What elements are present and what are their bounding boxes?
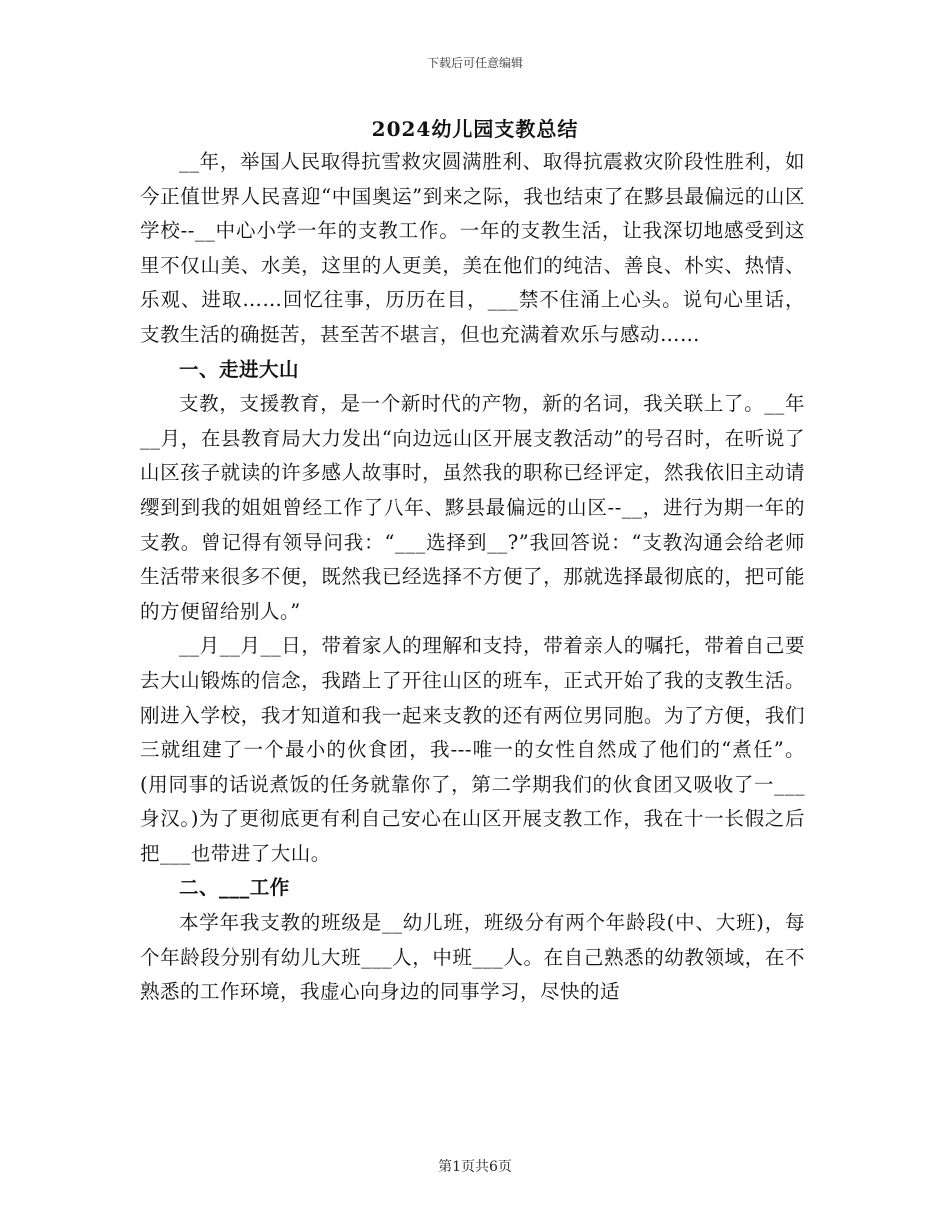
- paragraph: 本学年我支教的班级是__幼儿班，班级分有两个年龄段(中、大班)，每个年龄段分别有幼儿大班___人，中班___人。在自己熟悉的幼教领域，在不熟悉的工作环境，我虚心向身边的同事学习，尽快的适: [140, 911, 805, 1004]
- paragraph: __年，举国人民取得抗雪救灾圆满胜利、取得抗震救灾阶段性胜利，如今正值世界人民喜迎“中国奥运”到来之际，我也结束了在黟县最偏远的山区学校--__中心小学一年的支教工作。一年的支教生活，让我深切地感受到这里不仅山美、水美，这里的人更美，美在他们的纯洁、善良、朴实、热情、乐观、进取……回忆往事，历历在目，___禁不住涌上心头。说句心里话，支教生活的确挺苦，甚至苦不堪言，但也充满着欢乐与感动……: [140, 150, 805, 346]
- paragraph: __月__月__日，带着家人的理解和支持，带着亲人的嘱托，带着自己要去大山锻炼的信念，我踏上了开往山区的班车，正式开始了我的支教生活。刚进入学校，我才知道和我一起来支教的还有两位男同胞。为了方便，我们三就组建了一个最小的伙食团，我---唯一的女性自然成了他们的“煮任”。(用同事的话说煮饭的任务就靠你了，第二学期我们的伙食团又吸收了一___身汉。)为了更彻底更有利自己安心在山区开展支教工作，我在十一长假之后把___也带进了大山。: [140, 634, 805, 865]
- page-footer: 第1页共6页: [438, 1159, 512, 1175]
- section-heading: 二、___工作: [179, 876, 290, 900]
- header-note: 下载后可任意编辑: [426, 56, 523, 70]
- document-body: [140, 145, 805, 1010]
- paragraph: 支教，支援教育，是一个新时代的产物，新的名词，我关联上了。__年__月，在县教育局大力发出“向边远山区开展支教活动”的号召时，在听说了山区孩子就读的许多感人故事时，虽然我的职称已经评定，然我依旧主动请缨到到我的姐姐曾经工作了八年、黟县最偏远的山区--__，进行为期一年的支教。曾记得有领导问我：“___选择到__?”我回答说：“支教沟通会给老师生活带来很多不便，既然我已经选择不方便了，那就选择最彻底的，把可能的方便留给别人。”: [140, 392, 805, 623]
- section-heading: 一、走进大山: [179, 357, 300, 381]
- document-title: 2024幼儿园支教总结: [371, 117, 579, 141]
